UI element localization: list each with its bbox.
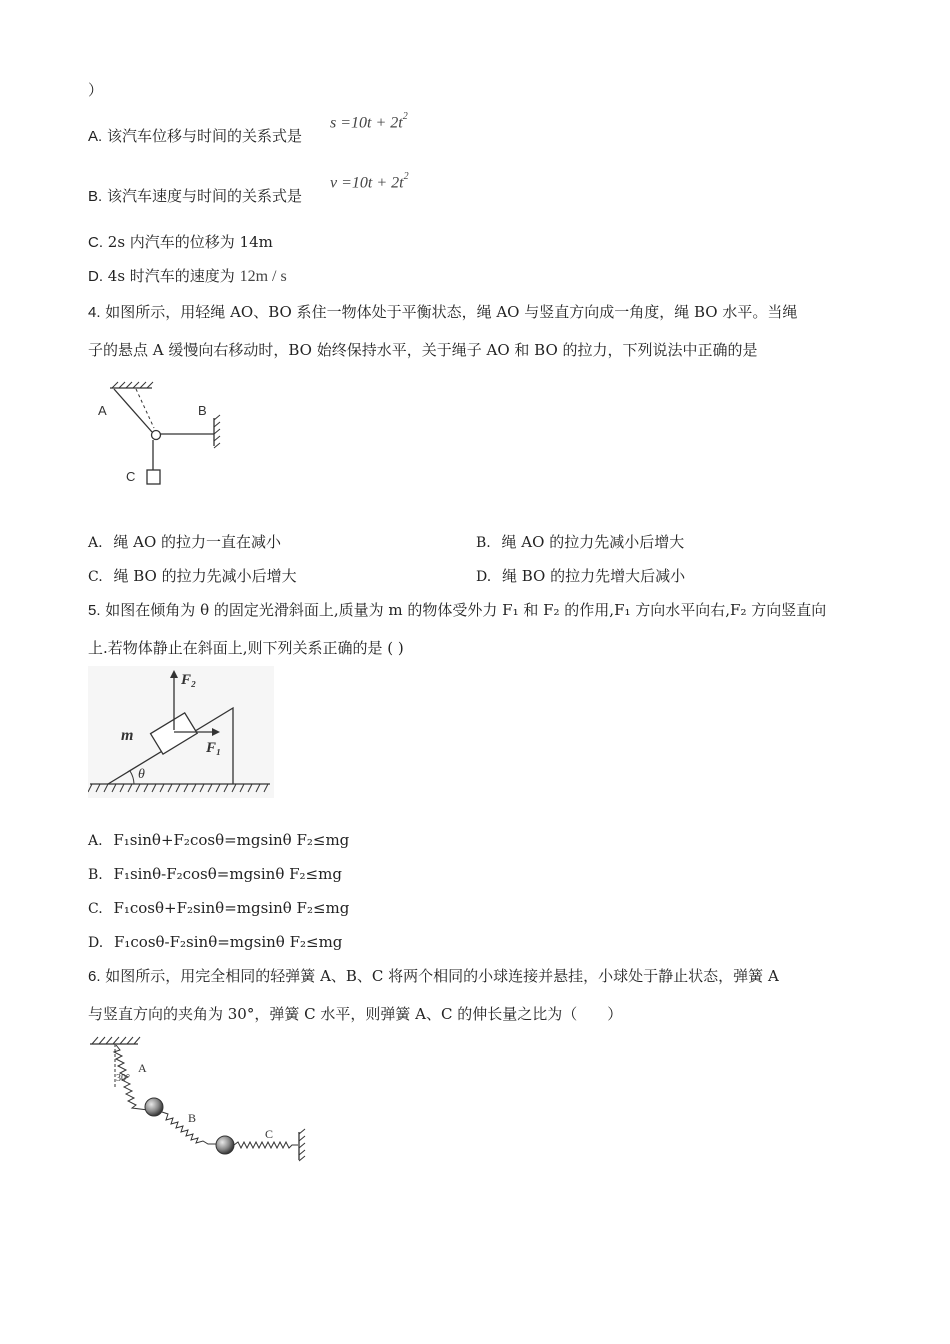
ball-2	[216, 1136, 234, 1154]
q4-option-a	[88, 532, 281, 553]
label-a: A	[98, 403, 107, 418]
option-text: 绳 AO 的拉力先减小后增大	[501, 533, 685, 551]
option-letter: B.	[476, 535, 491, 551]
q4-stem-line1	[88, 302, 797, 323]
q5-option-a	[88, 830, 349, 851]
option-text: 绳 BO 的拉力先减小后增大	[113, 567, 297, 585]
label-30deg: 30°	[116, 1073, 130, 1084]
q4-stem-line2: 子的悬点 A 缓慢向右移动时，BO 始终保持水平，关于绳子 AO 和 BO 的拉力，下列说法中正确的是	[88, 341, 758, 359]
label-theta: θ	[138, 767, 145, 782]
q6-stem-line2: 与竖直方向的夹角为 30°，弹簧 C 水平，则弹簧 A、C 的伸长量之比为（ ）	[88, 1005, 623, 1023]
option-letter: D.	[88, 935, 104, 951]
option-letter: C.	[88, 901, 103, 917]
label-m: m	[121, 727, 134, 744]
option-text: F₁sinθ+F₂cosθ=mgsinθ F₂≤mg	[113, 831, 350, 849]
ball-1	[145, 1098, 163, 1116]
question-number: 5.	[88, 602, 101, 619]
option-letter: C.	[88, 569, 103, 585]
q3-option-b	[88, 186, 302, 207]
ceiling-hatch	[112, 382, 153, 388]
label-a: A	[138, 1061, 147, 1075]
q3-formula-b: $v =10t + 2t^2$	[330, 171, 409, 192]
option-letter: B.	[88, 867, 103, 883]
option-letter: A.	[88, 128, 103, 145]
option-text: 该汽车速度与时间的关系式是	[106, 187, 302, 205]
q3-option-c	[88, 232, 273, 253]
ceiling-hatch	[92, 1037, 140, 1044]
q4-option-b	[476, 532, 684, 553]
option-letter: D.	[88, 268, 103, 285]
label-c: C	[126, 469, 136, 484]
q4-text: 如图所示，用轻绳 AO、BO 系住一物体处于平衡状态，绳 AO 与竖直方向成一角度，绳 BO 水平。当绳	[105, 303, 798, 321]
q5-option-b	[88, 864, 342, 885]
q3-formula-a: $s =10t + 2t^2$	[330, 111, 408, 132]
q5-stem-line2: 上.若物体静止在斜面上,则下列关系正确的是 ( )	[88, 639, 404, 657]
q3-formula-d: 12m / s	[239, 268, 287, 285]
q5-figure	[88, 666, 274, 798]
q6-text: 如图所示，用完全相同的轻弹簧 A、B、C 将两个相同的小球连接并悬挂，小球处于静止状态，弹簧 A	[105, 967, 779, 985]
option-text: 该汽车位移与时间的关系式是	[106, 127, 302, 145]
option-letter: A.	[88, 833, 103, 849]
q5-text: 如图在倾角为 θ 的固定光滑斜面上,质量为 m 的物体受外力 F₁ 和 F₂ 的作用,F₁ 方向水平向右,F₂ 方向竖直向	[105, 601, 827, 619]
spring-c	[234, 1142, 298, 1148]
question-number: 4.	[88, 304, 101, 321]
option-text: F₁sinθ-F₂cosθ=mgsinθ F₂≤mg	[113, 865, 342, 883]
option-letter: A.	[88, 535, 103, 551]
option-text: F₁cosθ+F₂sinθ=mgsinθ F₂≤mg	[113, 899, 350, 917]
q3-closing-paren: ）	[88, 81, 104, 99]
q6-figure	[88, 1032, 310, 1162]
wall-hatch	[299, 1129, 305, 1161]
q5-option-c	[88, 898, 349, 919]
option-letter: C.	[88, 234, 103, 251]
option-text: F₁cosθ-F₂sinθ=mgsinθ F₂≤mg	[113, 933, 343, 951]
label-b: B	[188, 1111, 197, 1125]
question-number: 6.	[88, 968, 101, 985]
q6-stem-line1	[88, 966, 779, 987]
label-f2: F₂	[181, 672, 197, 688]
label-f1: F₁	[206, 740, 222, 756]
option-text: 绳 AO 的拉力一直在减小	[113, 533, 282, 551]
label-b: B	[198, 403, 207, 418]
wall-hatch	[214, 415, 220, 448]
q4-option-c	[88, 566, 297, 587]
q5-stem-line1	[88, 600, 826, 621]
option-text: 4s 时汽车的速度为	[107, 267, 235, 285]
knot-o	[152, 431, 161, 440]
option-text: 绳 BO 的拉力先增大后减小	[501, 567, 686, 585]
block-c	[147, 470, 160, 484]
rope-ao	[114, 389, 152, 432]
label-c: C	[265, 1127, 274, 1141]
q3-option-a	[88, 126, 302, 147]
dashed-line	[136, 389, 154, 428]
option-letter: D.	[476, 569, 492, 585]
option-letter: B.	[88, 188, 103, 205]
q4-option-d	[476, 566, 685, 587]
q4-figure	[90, 380, 235, 492]
q3-option-d	[88, 266, 287, 287]
option-text: 2s 内汽车的位移为 14m	[107, 233, 273, 251]
q5-option-d	[88, 932, 342, 953]
